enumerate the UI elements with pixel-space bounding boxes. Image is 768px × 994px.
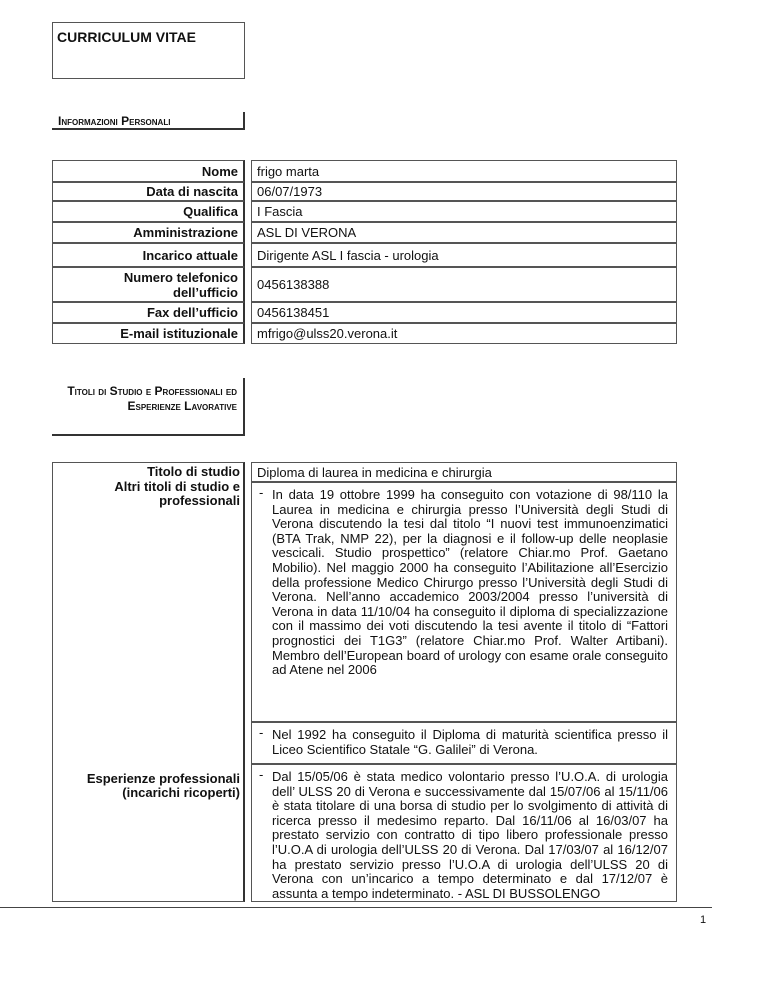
section-personal-info: Informazioni Personali [52,112,245,130]
label-incarico: Incarico attuale [52,243,245,267]
value-titolo-studio: Diploma di laurea in medicina e chirurgia [251,462,677,482]
altri-titoli-text-2: Nel 1992 ha conseguito il Diploma di maturità scientifica presso il Liceo Scientifico Statale “G. Galilei” di Verona. [272,727,668,757]
label-qualifica: Qualifica [52,201,245,222]
label-birthdate: Data di nascita [52,182,245,201]
value-fax: 0456138451 [251,302,677,323]
esperienze-item [251,764,677,902]
label-nome: Nome [52,160,245,182]
value-email: mfrigo@ulss20.verona.it [251,323,677,344]
left-column-box [52,462,245,902]
value-incarico: Dirigente ASL I fascia - urologia [251,243,677,267]
label-email: E-mail istituzionale [52,323,245,344]
label-esperienze: Esperienze professionali (incarichi ricoperti) [86,771,240,800]
dash: - [259,725,264,740]
value-amministrazione: ASL DI VERONA [251,222,677,243]
label-altri-titoli: Altri titoli di studio e professionali [114,479,240,508]
altri-titoli-item-2 [251,722,677,764]
label-titolo-studio: Titolo di studio [147,464,240,479]
value-nome: frigo marta [251,160,677,182]
esperienze-text: Dal 15/05/06 è stata medico volontario presso l’U.O.A. di urologia dell’ ULSS 20 di Verona e successivamente dal 15/07/06 al 15/11/06 è stata titolare di una borsa di studio per lo svolgimento di attività di ricerca presso il medesimo reparto. Dal 16/11/06 al 16/03/07 ha prestato servizio con contratto di tipo libero professionale presso l’U.O.A di urologia dell’ULSS 20 di Verona. Dal 17/03/07 al 16/12/07 ha prestato servizio presso l’U.O.A di urologia dell’ULSS 20 di Verona con un’incarico a tempo determinato e dal 17/12/07 è assunta a tempo indeterminato. - ASL DI BUSSOLENGO [272,769,668,901]
value-phone: 0456138388 [251,267,677,302]
altri-titoli-item-1 [251,482,677,722]
footer-rule [0,907,712,908]
value-birthdate: 06/07/1973 [251,182,677,201]
section-education-experience: Titoli di Studio e Professionali ed Esperienze Lavorative [52,378,245,436]
dash: - [259,485,264,500]
altri-titoli-text-1: In data 19 ottobre 1999 ha conseguito con votazione di 98/110 la Laurea in medicina e chirurgia presso l’Università degli Studi di Verona discutendo la tesi dal titolo “I nuovi test immunoenzimatici (BTA Trak, NMP 22), per la diagnosi e il follow-up delle neoplasie vescicali. Studio prospettico” (relatore Chiar.mo Prof. Gaetano Mobilio). Nel maggio 2000 ha conseguito l’Abilitazione all’Esercizio della professione Medico Chirurgo presso l’Università degli Studi di Verona. Nell’anno accademico 2003/2004 presso l’università di Verona in data 11/10/04 ha conseguito il diploma di specializzazione con il massimo dei voti discutendo la tesi avente il titolo di “Fattori prognostici dei T1G3” (relatore Chiar.mo Prof. Walter Artibani). Membro dell’European board of urology con esame orale conseguito ad Atene nel 2006 [272,487,668,678]
label-fax: Fax dell’ufficio [52,302,245,323]
document-title: CURRICULUM VITAE [52,22,245,79]
dash: - [259,767,264,782]
page-number: 1 [700,914,707,926]
value-qualifica: I Fascia [251,201,677,222]
label-amministrazione: Amministrazione [52,222,245,243]
label-phone: Numero telefonico dell’ufficio [52,267,245,302]
